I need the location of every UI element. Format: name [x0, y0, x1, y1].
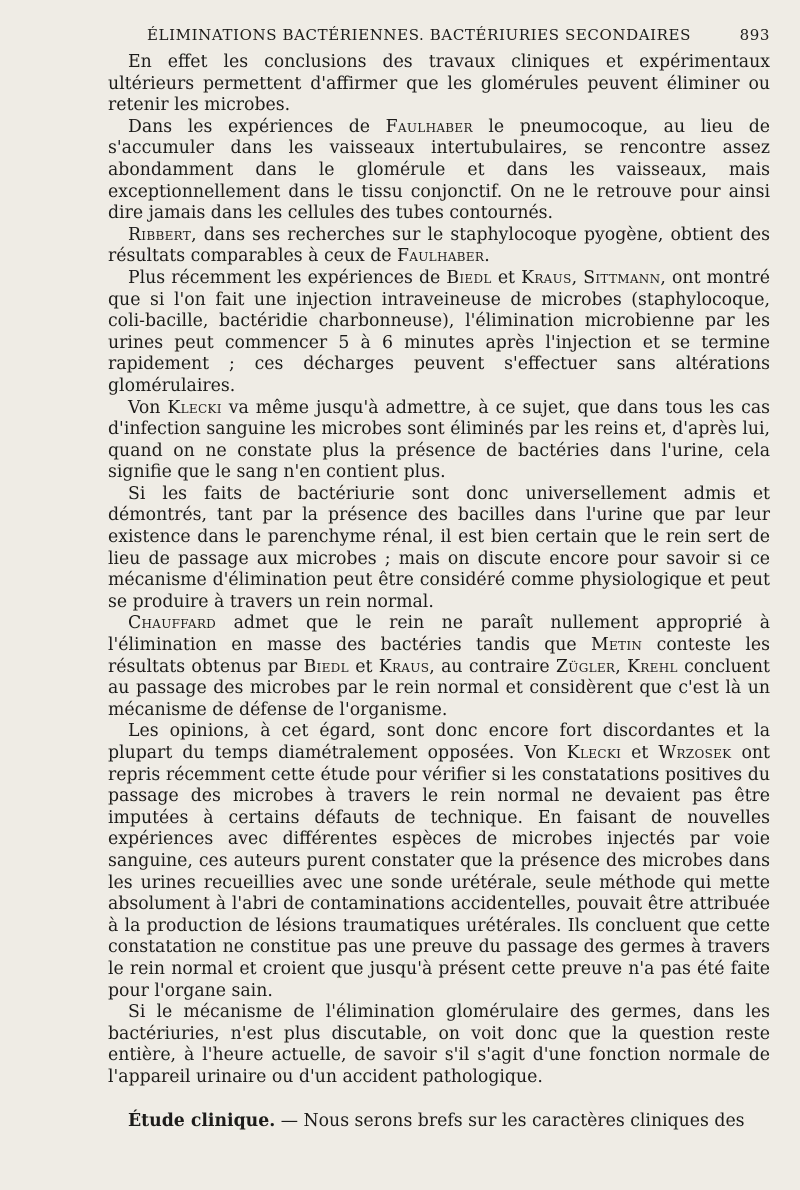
section-title: Étude clinique.	[128, 1110, 276, 1131]
author-name: Biedl	[446, 267, 492, 288]
author-name: Chauffard	[128, 613, 217, 634]
paragraph-text: concluent au passage des microbes par le rein normal et considèrent que c'est là un mécanisme de défense de l'organisme.	[108, 656, 770, 720]
author-name: Krehl	[627, 656, 678, 677]
paragraph-text: Si le mécanisme de l'élimination glomérulaire des germes, dans les bactériuries, n'est plus discutable, on voit donc que la question reste entière, à l'heure actuelle, de savoir s'il s'agit d'une fonction normale de l'appareil urinaire ou d'un accident pathologique.	[108, 1002, 770, 1087]
author-name: Metin	[591, 635, 643, 656]
paragraph-text: le pneumocoque, au lieu de s'accumuler dans les vaisseaux intertubulaires, se rencontre assez abondamment dans le glomérule et dans les vaisseaux, mais exceptionnellement dans le tissu conjonctif. On ne le retrouve pour ainsi dire jamais dans les cellules des tubes contournés.	[108, 116, 770, 224]
author-name: Zügler	[555, 656, 616, 677]
paragraph-text: ,	[571, 267, 584, 288]
author-name: Wrzosek	[658, 743, 732, 763]
paragraph-text: , dans ses recherches sur le staphylocoque pyogène, obtient des résultats comparables à ceux de	[108, 224, 770, 267]
paragraph-text: Les opinions, à cet égard, sont donc encore fort discordantes et la plupart du temps diamétralement opposées. Von	[108, 721, 770, 763]
paragraph-text: Von	[128, 397, 168, 418]
paragraph-text: Si les faits de bactériurie sont donc universellement admis et démontrés, tant par la présence des bacilles dans l'urine que par leur existence dans le parenchyme rénal, il est bien certain que le rein sert de lieu de passage aux microbes ; mais on discute encore pour savoir si ce mécanisme d'élimination peut être considéré comme physiologique et peut se produire à travers un rein normal.	[108, 483, 770, 612]
author-name: Sittmann	[583, 267, 661, 288]
paragraph	[108, 117, 770, 225]
body-text	[108, 52, 770, 1089]
paragraph	[108, 225, 770, 268]
paragraph-text: En effet les conclusions des travaux cliniques et expérimentaux ultérieurs permettent d'affirmer que les glomérules peuvent éliminer ou retenir les microbes.	[108, 52, 770, 116]
paragraph-text: va même jusqu'à admettre, à ce sujet, que dans tous les cas d'infection sanguine les microbes sont éliminés par les reins et, d'après lui, quand on ne constate plus la présence de bactéries dans l'urine, cela signifie que le sang n'en contient plus.	[108, 397, 770, 483]
author-name: Klecki	[566, 743, 622, 763]
author-name: Klecki	[167, 397, 222, 418]
author-name: Faulhaber	[385, 116, 473, 137]
paragraph-text: Plus récemment les expériences de	[128, 267, 447, 288]
author-name: Ribbert	[128, 224, 192, 245]
paragraph-text: Dans les expériences de	[128, 116, 386, 137]
paragraph-text: et	[491, 267, 522, 288]
running-title: ÉLIMINATIONS BACTÉRIENNES. BACTÉRIURIES SECONDAIRES	[147, 26, 691, 44]
author-name: Faulhaber	[397, 246, 485, 267]
paragraph-text: ont repris récemment cette étude pour vérifier si les constatations positives du passage des microbes à travers le rein normal ne devaient pas être imputées à certains défauts de technique. En faisant de nouvelles expériences avec différentes espèces de microbes injectés par voie sanguine, ces auteurs purent constater que la présence des microbes dans les urines recueillies avec une sonde urétérale, seule méthode qui mette absolument à l'abri de contaminations accidentelles, pouvait être attribuée à la production de lésions traumatiques urétérales. Ils concluent que cette constatation ne constitue pas une preuve du passage des germes à travers le rein normal et croient que jusqu'à présent cette preuve n'a pas été faite pour l'organe sain.	[108, 743, 770, 1001]
paragraph-text: admet que le rein ne paraît nullement approprié à l'élimination en masse des bactéries tandis que	[108, 613, 770, 656]
paragraph-text: , ont montré que si l'on fait une injection intraveineuse de microbes (staphylocoque, coli-bacille, bactéridie charbonneuse), l'élimination microbienne par les urines peut commencer 5 à 6 minutes après l'injection et se termine rapidement ; ces décharges peuvent s'effectuer sans altérations glomérulaires.	[108, 267, 770, 396]
paragraph	[108, 398, 770, 484]
paragraph	[108, 721, 770, 1002]
author-name: Biedl	[303, 656, 349, 677]
running-head	[108, 18, 770, 52]
section-text: — Nous serons brefs sur les caractères cliniques des	[275, 1110, 745, 1131]
author-name: Kraus	[378, 656, 430, 677]
paragraph	[108, 1002, 770, 1088]
paragraph	[108, 52, 770, 117]
paragraph-text: .	[484, 246, 490, 267]
paragraph-text: , au contraire	[429, 656, 556, 677]
paragraph-text: et	[348, 656, 379, 677]
page-number: 893	[739, 26, 770, 44]
paragraph-text: conteste les résultats obtenus par	[108, 635, 770, 677]
paragraph-text: ,	[615, 656, 628, 677]
paragraph	[108, 613, 770, 721]
paragraph	[108, 268, 770, 398]
author-name: Kraus	[521, 267, 572, 288]
section-heading-paragraph	[108, 1111, 770, 1133]
paragraph	[108, 484, 770, 614]
paragraph-text: et	[621, 743, 659, 763]
